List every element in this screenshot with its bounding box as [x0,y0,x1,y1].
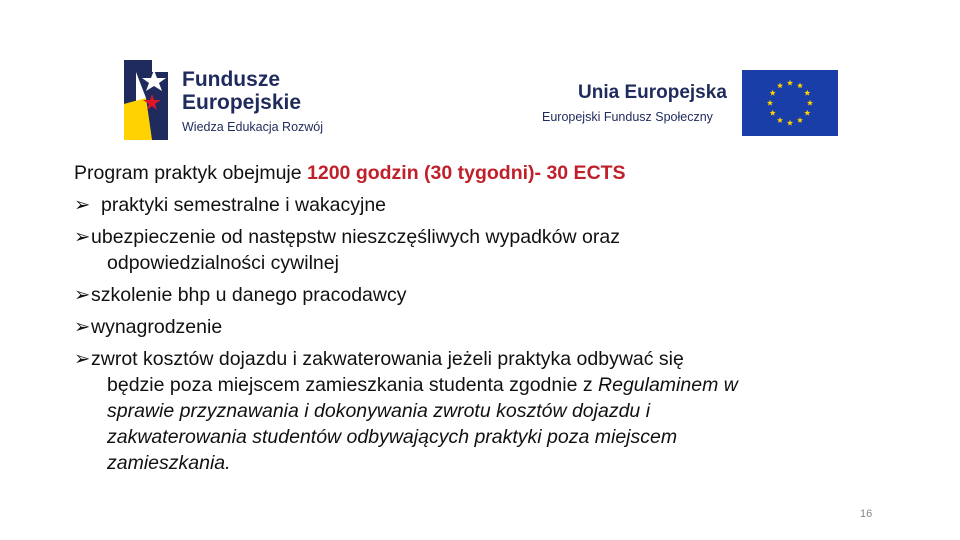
bullet-line [91,374,738,396]
ue-wordmark [542,82,727,126]
list-item [74,346,874,476]
intro-line [74,160,874,186]
bullet-text: wynagrodzenie [91,316,223,338]
page-number: 16 [860,508,873,520]
list-item [74,282,874,308]
list-item [74,224,874,276]
arrow-bullet-icon: ➢ [74,316,91,338]
arrow-bullet-icon: ➢ [74,284,91,306]
intro-highlight: 1200 godzin (30 tygodni)- 30 ECTS [307,162,626,184]
regulation-reference: Regulaminem w [598,374,738,396]
bullet-line: zwrot kosztów dojazdu i zakwaterowania jeżeli praktyka odbywać się [91,348,684,370]
ue-subtitle: Europejski Fundusz Społeczny [542,110,713,124]
bullet-line: zamieszkania. [107,452,231,474]
fe-title-line2: Europejskie [182,91,302,114]
bullet-line: ubezpieczenie od następstw nieszczęśliwych wypadków oraz [91,226,620,248]
fe-star-mark-icon [122,58,170,142]
arrow-bullet-icon: ➢ [74,226,91,248]
fe-wordmark [182,68,323,136]
bullet-line: zakwaterowania studentów odbywających praktyki poza miejscem [107,426,678,448]
list-item [74,192,874,218]
fe-title-line1: Fundusze [182,68,280,91]
bullet-line: odpowiedzialności cywilnej [107,252,339,274]
list-item [74,314,874,340]
intro-prefix: Program praktyk obejmuje [74,162,308,184]
content-body [74,160,874,482]
fundusze-europejskie-logo [122,58,352,144]
bullet-text: szkolenie bhp u danego pracodawcy [91,284,407,306]
bullet-line-plain: będzie poza miejscem zamieszkania studenta zgodnie z [107,374,599,396]
bullet-text [91,346,874,476]
arrow-bullet-icon: ➢ [74,194,91,216]
ue-title: Unia Europejska [578,82,727,103]
eu-flag-icon [742,70,838,136]
bullet-line: sprawie przyznawania i dokonywania zwrotu kosztów dojazdu i [107,400,651,422]
bullet-text [91,224,874,276]
bullet-text: praktyki semestralne i wakacyjne [101,194,387,216]
unia-europejska-logo [540,70,840,136]
arrow-bullet-icon: ➢ [74,348,91,370]
fe-tagline: Wiedza Edukacja Rozwój [182,120,324,134]
